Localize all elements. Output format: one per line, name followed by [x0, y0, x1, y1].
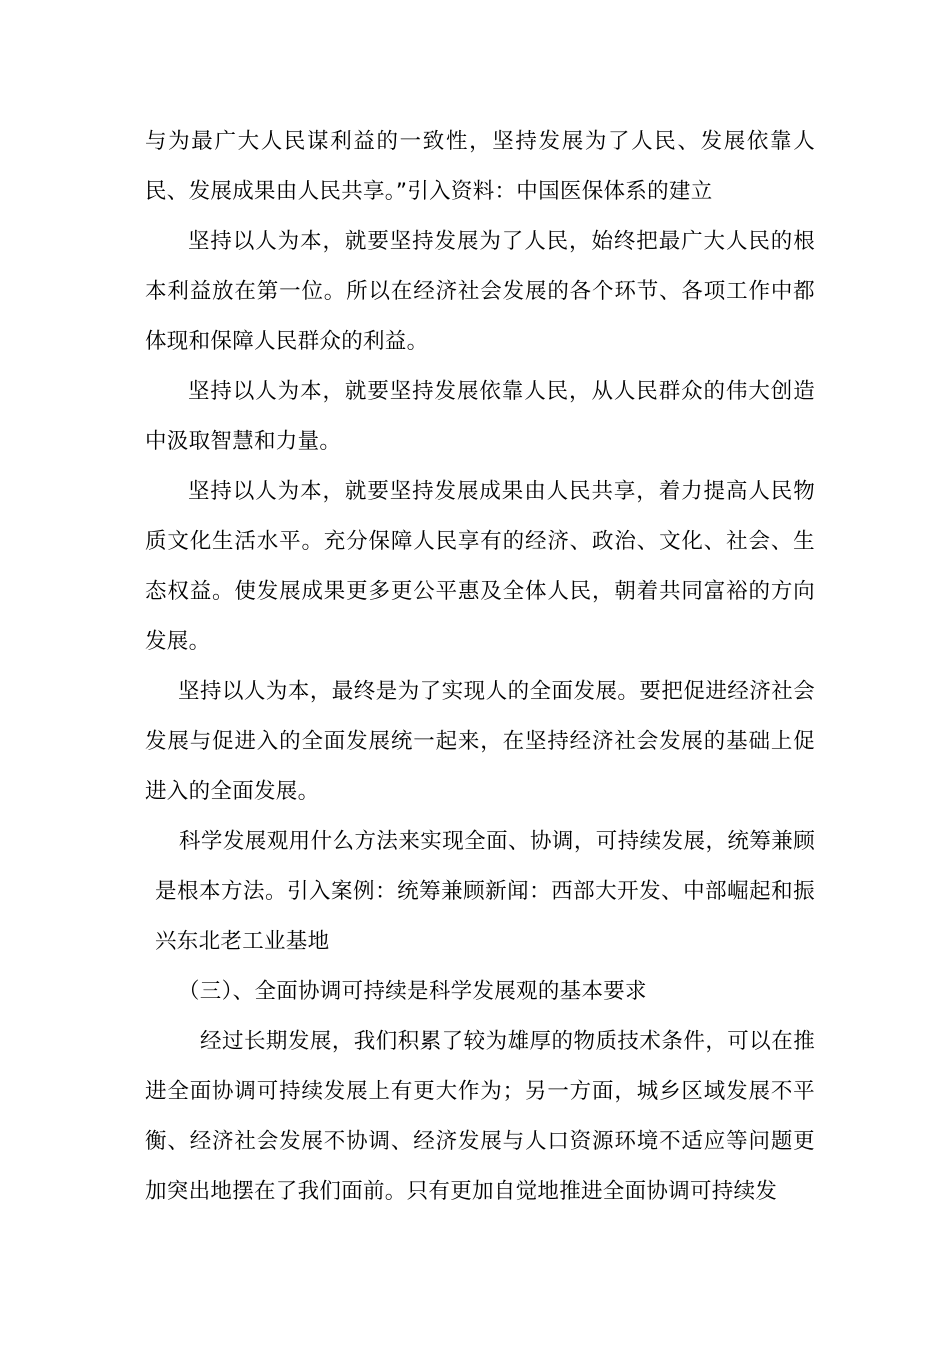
paragraph-results-shared-by-people: 坚持以人为本，就要坚持发展成果由人民共享，着力提高人民物质文化生活水平。充分保障人民享有的经济、政治、文化、社会、生态权益。使发展成果更多更公平惠及全体人民，朝着共同富裕的方向发展。 [145, 479, 815, 654]
paragraph-overall-planning-method: 科学发展观用什么方法来实现全面、协调，可持续发展，统筹兼顾是根本方法。引入案例：统筹兼顾新闻：西部大开发、中部崛起和振兴东北老工业基地 [155, 829, 815, 954]
body-text [145, 117, 815, 1217]
paragraph-continuation: 与为最广大人民谋利益的一致性，坚持发展为了人民、发展依靠人民、发展成果由人民共享。”引入资料：中国医保体系的建立 [145, 129, 815, 204]
paragraph-development-for-people: 坚持以人为本，就要坚持发展为了人民，始终把最广大人民的根本利益放在第一位。所以在经济社会发展的各个环节、各项工作中都体现和保障人民群众的利益。 [145, 229, 815, 354]
paragraph-long-term-development: 经过长期发展，我们积累了较为雄厚的物质技术条件，可以在推进全面协调可持续发展上有更大作为；另一方面，城乡区域发展不平衡、经济社会发展不协调、经济发展与人口资源环境不适应等问题更加突出地摆在了我们面前。只有更加自觉地推进全面协调可持续发 [145, 1029, 815, 1204]
paragraph-all-round-development: 坚持以人为本，最终是为了实现人的全面发展。要把促进经济社会发展与促进入的全面发展统一起来，在坚持经济社会发展的基础上促进入的全面发展。 [145, 679, 815, 804]
paragraph-development-relies-on-people: 坚持以人为本，就要坚持发展依靠人民，从人民群众的伟大创造中汲取智慧和力量。 [145, 379, 815, 454]
section-heading-basic-requirement: （三）、全面协调可持续是科学发展观的基本要求 [178, 979, 647, 1004]
